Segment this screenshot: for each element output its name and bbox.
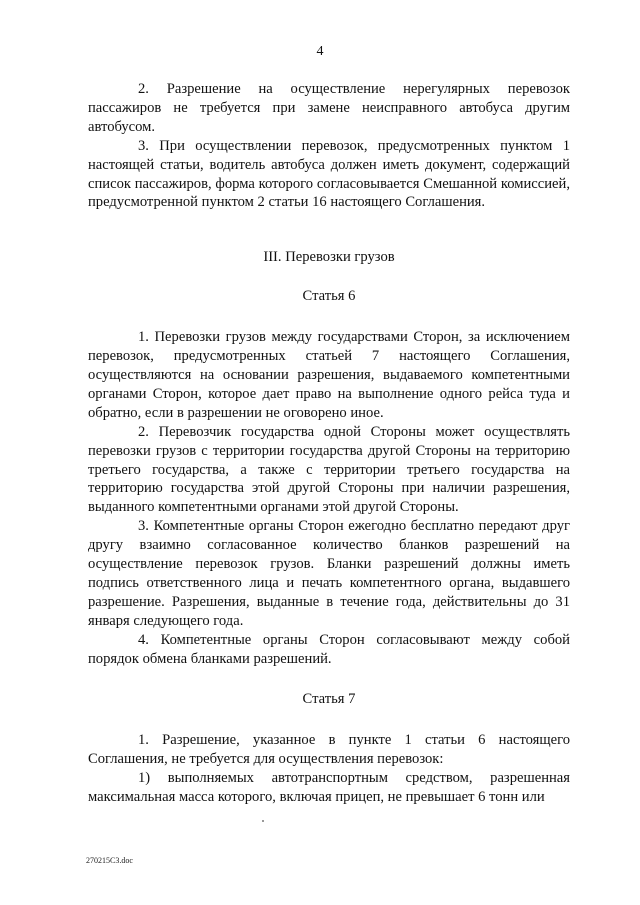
article-6-paragraph-3: 3. Компетентные органы Сторон ежегодно бесплатно передают друг другу взаимно согласованное количество бланков разрешений на осуществление перевозок грузов. Бланки разрешений должны иметь подпись ответственного лица и печать компетентного органа, выдавшего разрешение. Разрешения, выданные в течение года, действительны до 31 января следующего года. [88,518,570,629]
article-6-paragraph-2: 2. Перевозчик государства одной Стороны может осуществлять перевозки грузов с территории государства другой Стороны на территорию третьего государства, а также с территории третьего государства на территорию государства этой другой Стороны при наличии разрешения, выданного компетентными органами этой другой Стороны. [88,423,570,516]
article-6-paragraph-1: 1. Перевозки грузов между государствами Сторон, за исключением перевозок, предусмотренных статьей 7 настоящего Соглашения, осуществляются на основании разрешения, выдаваемого компетентными органами Сторон, которое дает право на выполнение одного рейса туда и обратно, если в разрешении не оговорено иное. [88,329,570,421]
article-7-paragraph-1: 1. Разрешение, указанное в пункте 1 статьи 6 настоящего Соглашения, не требуется для осуществления перевозок: [88,732,570,768]
article-6-paragraph-4: 4. Компетентные органы Сторон согласовывают между собой порядок обмена бланками разрешений. [88,631,570,667]
scan-speck [262,820,264,822]
document-body [88,80,570,807]
footer-file-code: 270215C3.doc [86,856,133,865]
article-7-title: Статья 7 [302,691,356,708]
article-6-title: Статья 6 [302,288,356,305]
article-7-paragraph-1-item-1: 1) выполняемых автотранспортным средством, разрешенная максимальная масса которого, включая прицеп, не превышает 6 тонн или [88,770,570,806]
paragraph-3: 3. При осуществлении перевозок, предусмотренных пунктом 1 настоящей статьи, водитель автобуса должен иметь документ, содержащий список пассажиров, форма которого согласовывается Смешанной комиссией, предусмотренной пунктом 2 статьи 16 настоящего Соглашения. [88,137,570,211]
section-title: III. Перевозки грузов [263,249,395,266]
page-number: 4 [316,44,324,59]
paragraph-2: 2. Разрешение на осуществление нерегулярных перевозок пассажиров не требуется при замене неисправного автобуса другим автобусом. [88,81,570,135]
